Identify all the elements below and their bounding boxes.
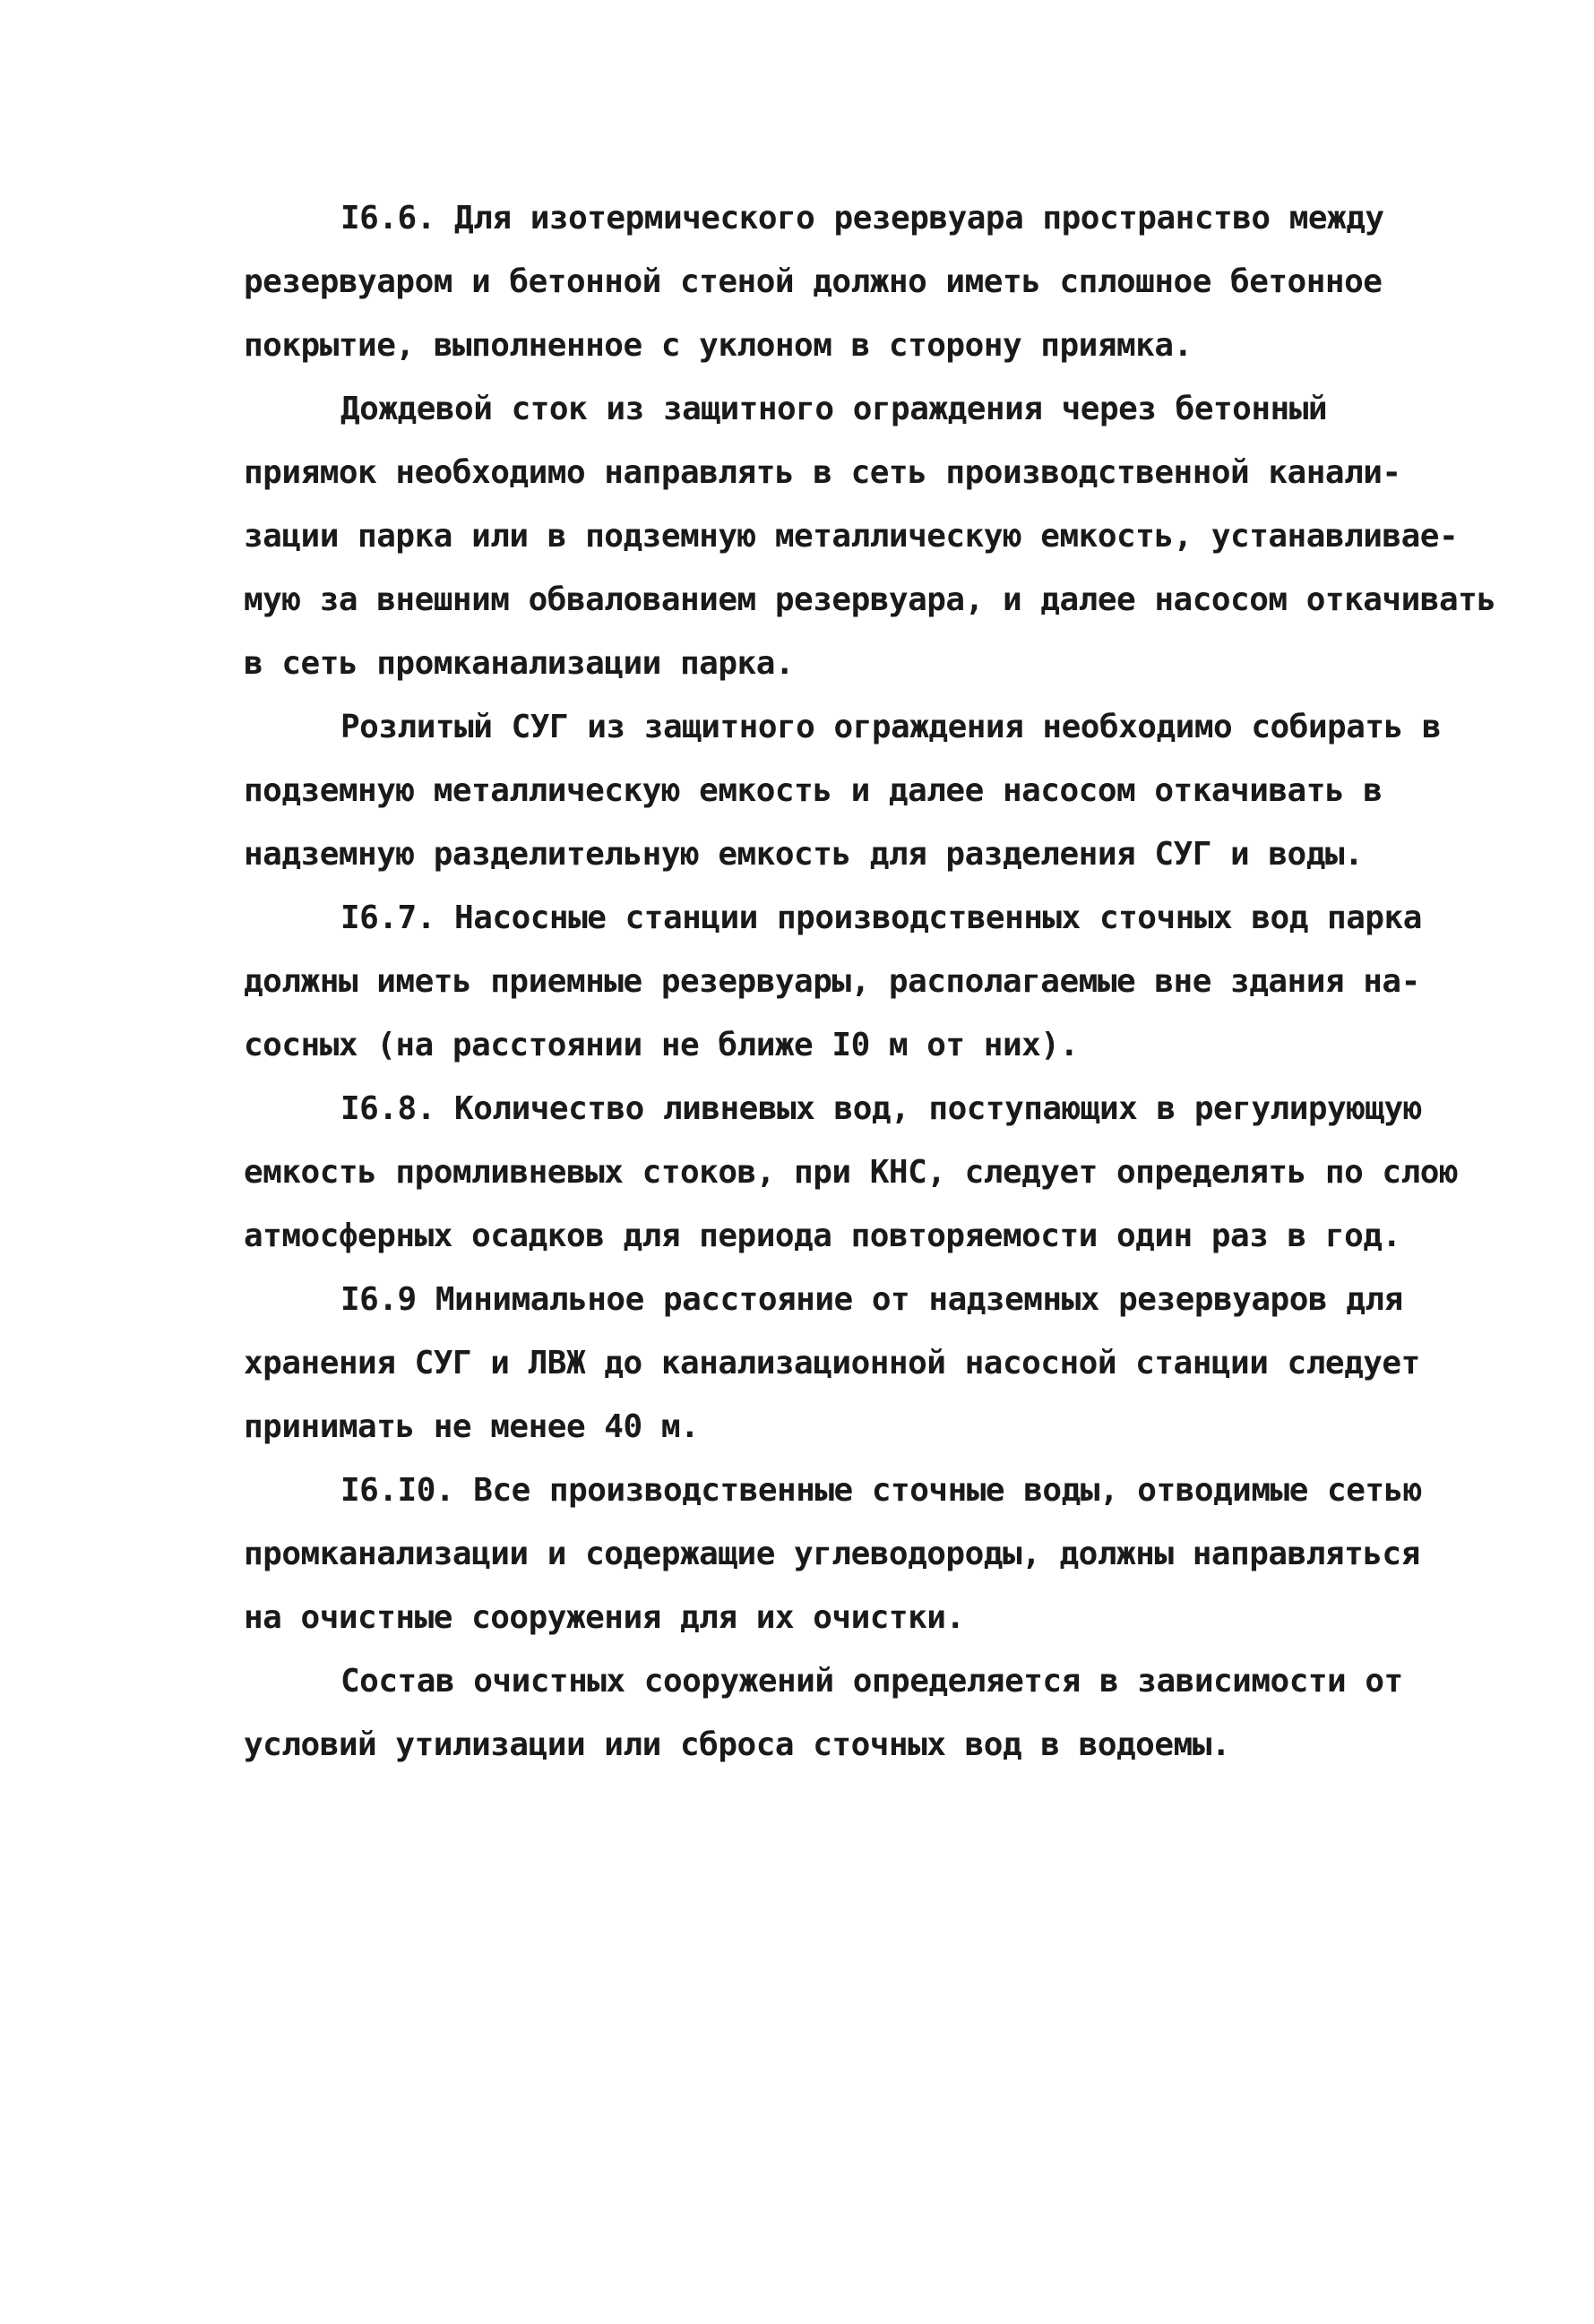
- paragraph-16-10: [244, 1459, 1534, 1649]
- text-line: мую за внешним обвалованием резервуара, и далее насосом откачивать: [244, 581, 1496, 618]
- text-line: подземную металлическую емкость и далее насосом откачивать в: [244, 772, 1383, 809]
- text-line: промканализации и содержащие углеводороды, должны направляться: [244, 1536, 1420, 1572]
- text-line: I6.7. Насосные станции производственных сточных вод парка: [340, 899, 1422, 936]
- text-line: атмосферных осадков для периода повторяемости один раз в год.: [244, 1218, 1401, 1254]
- text-line: сосных (на расстоянии не ближе I0 м от них).: [244, 1027, 1079, 1063]
- text-line: приямок необходимо направлять в сеть производственной канали-: [244, 454, 1401, 491]
- text-line: зации парка или в подземную металлическую емкость, устанавливае-: [244, 518, 1459, 555]
- text-line: резервуаром и бетонной стеной должно иметь сплошное бетонное: [244, 263, 1383, 300]
- paragraph-rain-drain: [244, 377, 1534, 695]
- paragraph-16-7: [244, 886, 1534, 1077]
- text-line: Дождевой сток из защитного ограждения через бетонный: [340, 391, 1328, 427]
- text-line: I6.9 Минимальное расстояние от надземных резервуаров для: [340, 1281, 1403, 1318]
- document-body: [244, 186, 1534, 1777]
- paragraph-treatment-composition: [244, 1649, 1534, 1777]
- text-line: емкость промливневых стоков, при КНС, следует определять по слою: [244, 1154, 1459, 1191]
- paragraph-16-8: [244, 1077, 1534, 1268]
- text-line: условий утилизации или сброса сточных вод в водоемы.: [244, 1726, 1231, 1763]
- text-line: в сеть промканализации парка.: [244, 645, 795, 682]
- text-line: I6.I0. Все производственные сточные воды, отводимые сетью: [340, 1472, 1422, 1509]
- text-line: покрытие, выполненное с уклоном в сторону приямка.: [244, 327, 1193, 364]
- text-line: надземную разделительную емкость для разделения СУГ и воды.: [244, 836, 1364, 873]
- text-line: Состав очистных сооружений определяется в зависимости от: [340, 1663, 1403, 1700]
- text-line: Розлитый СУГ из защитного ограждения необходимо собирать в: [340, 709, 1442, 745]
- paragraph-16-6: [244, 186, 1534, 377]
- text-line: на очистные сооружения для их очистки.: [244, 1599, 965, 1636]
- text-line: I6.8. Количество ливневых вод, поступающих в регулирующую: [340, 1090, 1422, 1127]
- paragraph-spilled-lpg: [244, 695, 1534, 886]
- text-line: хранения СУГ и ЛВЖ до канализационной насосной станции следует: [244, 1345, 1420, 1381]
- text-line: I6.6. Для изотермического резервуара пространство между: [340, 200, 1384, 237]
- paragraph-16-9: [244, 1268, 1534, 1459]
- text-line: принимать не менее 40 м.: [244, 1408, 700, 1445]
- text-line: должны иметь приемные резервуары, располагаемые вне здания на-: [244, 963, 1420, 1000]
